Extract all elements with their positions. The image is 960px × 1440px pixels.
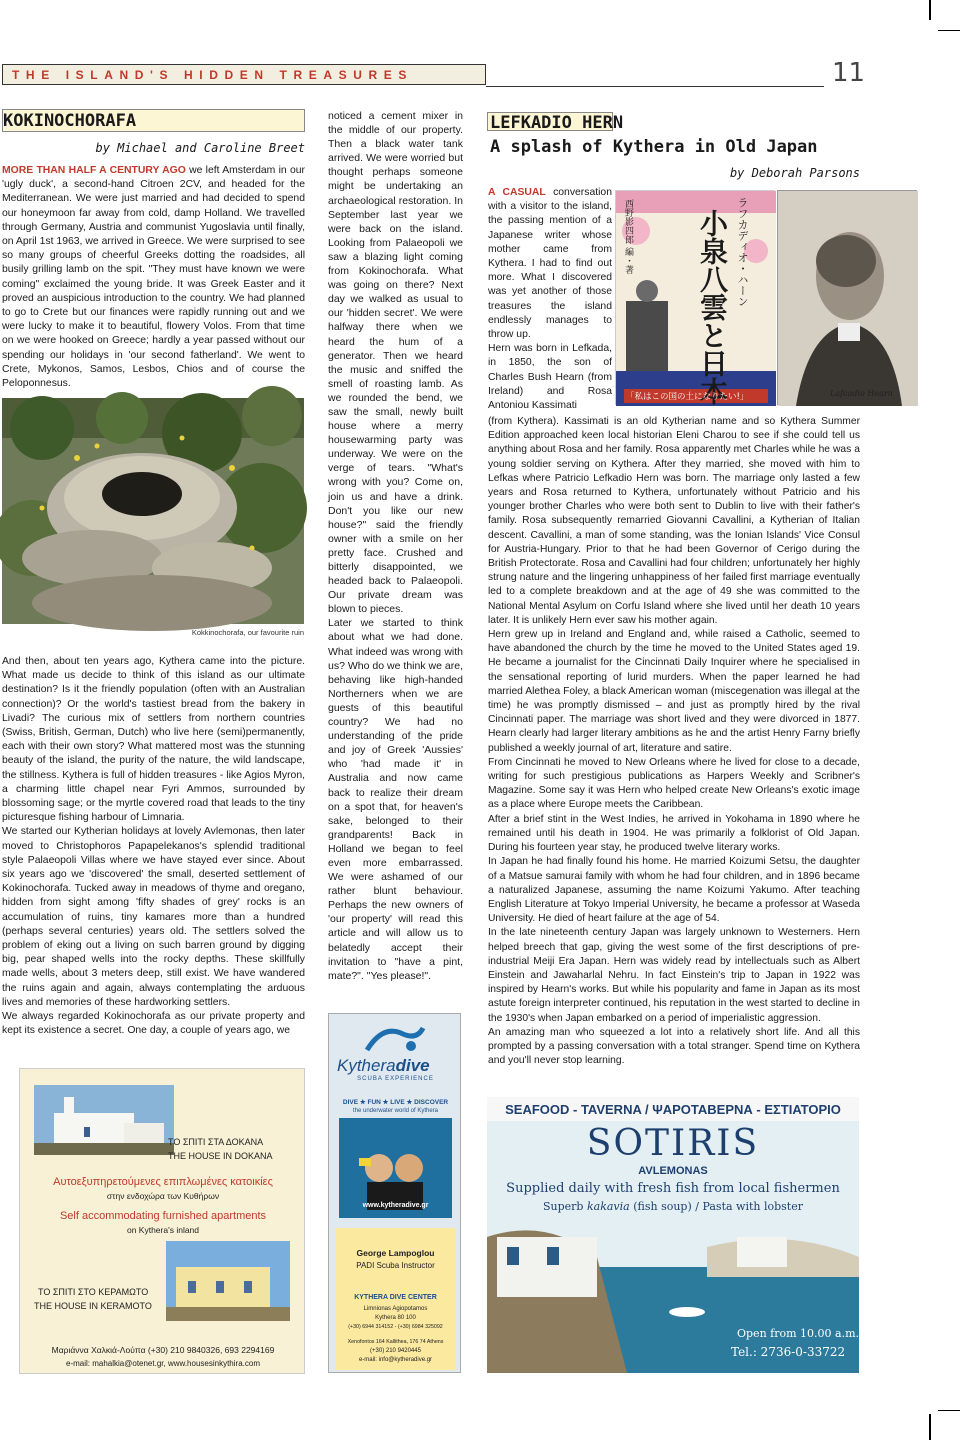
section-header: THE ISLAND'S HIDDEN TREASURES <box>2 64 486 85</box>
house1-greek: ΤΟ ΣΠΙΤΙ ΣΤΑ ΔΟΚΑΝΑ <box>168 1137 264 1147</box>
paragraph: we left Amsterdam in our 'ugly duck', a second-hand Citroen 2CV, and headed for the Mediterranean. We were just married and had decided to spend our honeymoon far away from cold, damp Holland. We travelled through Germany, Austria and communist Yugoslavia until finally, on April 1st 1963, we arrived in Greece. We were surprised to see so many groups of cheerful Greeks dotting the roadsides, all busily grilling lamb on the spit. "They must have known we were coming" exclaimed the young bride. It was Greek Easter and it proved an auspicious introduction to the country. We had planned to go to Crete but our finances were rapidly running out and we were lucky to make it to beautiful, flowery Volos. From that time on we were hooked on Greece; hardly a year passed without our spending our holidays in 'our second fatherland'. We went to Crete, Mykonos, Samos, Lesbos, Chios and of course the Peloponnesus. <box>2 165 305 390</box>
paragraph: An amazing man who squeezed a lot into a relatively short life. And all this prompted by a passing conversation with a total stranger. Spend time on Kythera and you'll never stop learning. <box>488 1026 860 1067</box>
contact-line: Μαριάννα Χαλκιά-Λούπα (+30) 210 9840326, 693 2294169 <box>51 1345 275 1355</box>
paragraph: Later we started to think about what we had done. What indeed was wrong with us? Who do we think we are, behaving like high-handed Northerners when we are guests of this beautiful country? We had no understanding of the pride and joy of Greek 'Aussies' who 'had made it' in Australia and now came back to realize their dream on a spot that, for heaven's sake, belonged to their grandparents! Back in Holland we began to feel even more embarrassed. We were ashamed of our rather blunt behaviour. Perhaps the new owners of 'our property' will read this article and will allow us to belatedly accept their invitation to "have a pint, mate?". "Yes please!". <box>328 617 463 982</box>
tagline-english: Self accommodating furnished apartments <box>59 1210 267 1222</box>
house-keramoto-image <box>166 1241 290 1321</box>
instructor-role: PADI Scuba Instructor <box>356 1261 435 1270</box>
dive-slogan-2: the underwater world of Kythera <box>352 1108 439 1114</box>
paragraph: We always regarded Kokinochorafa as our private property and kept its existence a secret. One day, a couple of years ago, we <box>2 1011 305 1037</box>
paragraph: Hern was born in Lefkada, in 1850, the son of Charles Bush Hearn (from Ireland) and Rosa Antoniou Kassimati <box>488 343 612 412</box>
advert-sotiris-taverna <box>487 1097 859 1373</box>
paragraph: (from Kythera). Kassimati is an old Kytherian name and so Kythera Summer Edition approached keen local historian Eleni Charou to see if she could tell us anything about Rosa and her family. Rosa apparently met Charles while he was a young soldier serving on Kythera. After they married, she moved with him to Lefkas where Patricio Lefkadio Hern was born. The marriage only lasted a few years and Rosa returned to Kythera, unfortunately without Patricio and his younger brother Charles who were both sent to Dublin to live with their father's family. Rosa subsequently remarried Giovanni Cavallini, a Kytherian of Italian descent. Cavallini, a man of some standing, was the Ionian Islands' Vice Consul for Austria-Hungary. Prior to that he had been Governor of Cerigo during the British Protectorate. Rosa and Cavallini had four children; unfortunately her highly strung nature and the lingering unhappiness of her failed first marriage eventually led to a complete breakdown and at the age of 49 she was committed to the National Mental Asylum on Corfu Island where she lived until her death 10 years later. It is unlikely Hern ever saw his mother again. <box>488 416 860 626</box>
article-byline: by Deborah Parsons <box>729 166 860 180</box>
paragraph: From Cincinnati he moved to New Orleans where he lived for close to a decade, writing for such prestigious publications as Harpers Weekly and Scribner's Magazine. Some say it was Hern who helped create New Orleans's exotic image as a place where Europe meets the Caribbean. <box>488 756 860 811</box>
dive-tagline: SCUBA EXPERIENCE <box>357 1076 434 1082</box>
sotiris-line-2: Superb kakavia (fish soup) / Pasta with lobster <box>543 1200 803 1213</box>
crop-mark <box>929 1414 931 1440</box>
dive-center: KYTHERA DIVE CENTER <box>354 1294 437 1301</box>
book-bottom-text: 「私はこの国の土になりたい!」 <box>626 392 749 402</box>
photo-kokinochorafa-well <box>2 398 304 624</box>
paragraph: We started our Kytherian holidays at lovely Avlemonas, then later moved to Christophoros Papapelekanos's splendid traditional style Palaeopoli Villas where we have stayed ever since. About six years ago we 'discovered' the small, deserted settlement of Kokinochorafa. Tucked away in meadows of thyme and oregano, hidden from sight among 'fifty shades of grey' rocks is an accumulation of ruins, tiny kamares more than a hundred (perhaps several centuries) years old. The settlers solved the problem of eking out a living on such barren ground by digging big, pear shaped wells into the rocky depths. These skillfully made wells, about 3 meters deep, still exist. We have wandered the ruins again and again, always contemplating the arduous lives and memories of these hardworking settlers. <box>2 826 305 1008</box>
paragraph: Hern grew up in Ireland and England and, while raised a Catholic, seemed to have abandoned the church by the time he moved to the United States aged 19. He became a journalist for the Cincinnati Daily Inquirer where he specialised in the sensational reporting of lurid murders. When the paper learned he had married Alethea Foley, a black American woman (miscegenation was illegal at the time) he was promptly dismissed – and just as promptly hired by the rival Cincinnati paper. The marriage was short lived and they were divorced in 1877. Hearn clearly had larger literary ambitions as he and the artist Henry Farny briefly published a weekly journal of art, literature and satire. <box>488 629 860 754</box>
house2-english: THE HOUSE IN KERAMOTO <box>34 1301 152 1311</box>
article-body <box>2 655 305 1045</box>
article-subtitle: A splash of Kythera in Old Japan <box>490 137 818 157</box>
photo-caption: Kokkinochorafa, our favourite ruin <box>191 628 304 637</box>
article-body <box>328 109 463 982</box>
dive-logo-icon <box>363 1020 427 1058</box>
dive-brand: Kytheradive <box>337 1056 430 1075</box>
sotiris-hours: Open from 10.00 a.m. <box>737 1327 859 1340</box>
lead-caps: A CASUAL <box>488 187 546 198</box>
paragraph: After a brief stint in the West Indies, he arrived in Yokohama in 1890 where he remained until his death in 1904. He was primarily a folklorist of Old Japan. During his fourteen year stay, he produced twelve literary works. <box>488 813 860 854</box>
paragraph: In Japan he had finally found his home. He married Koizumi Setsu, the daughter of a Matsue samurai family with whom he had four children, and in 1896 became a naturalized Japanese, assuming the name Koizumi Yakumo. After teaching English Literature at Tokyo Imperial University, he became a professor at Waseda University. He died of heart failure at the age of 54. <box>488 856 860 925</box>
dive-url: www.kytheradive.gr <box>362 1202 429 1209</box>
tagline-greek: Αυτοεξυπηρετούμενες επιπλωμένες κατοικίες <box>53 1176 273 1188</box>
dive-slogan: DIVE ★ FUN ★ LIVE ★ DISCOVER <box>342 1099 449 1106</box>
header-rule <box>486 86 824 87</box>
tagline-english-2: on Kythera's inland <box>126 1225 200 1235</box>
sotiris-phone: Tel.: 2736-0-33722 <box>731 1345 846 1359</box>
article-body <box>2 164 305 394</box>
crop-mark <box>938 30 960 31</box>
paragraph: noticed a cement mixer in the middle of our property. Then a black water tank arrived. We were worried but thought perhaps someone might be undertaking an archaeological restoration. In September last year we were back on the island. Looking from Palaeopoli we saw a blazing light coming from Kokinochorafa. What was going on there? Next day we walked as usual to our 'hidden secret'. We were halfway there when we heard the hum of a generator. Then we heard the music and sniffed the smell of roasting lamb. As we rounded the bend, we saw the small, newly built house where a merry housewarming party was underway. We were on the verge of tears. "What's wrong with you? Come on, join us and have a drink. Don't you like our new house?" said the friendly owner with a smile on her pretty face. Crushed and bitterly disappointed, we headed back to Palaeopoli. Our private dream was blown to pieces. <box>328 110 463 616</box>
paragraph: conversation with a visitor to the island, the passing mention of a Japanese writer whose mother came from Kythera. I had to find out more. What I discovered was yet another of those treasures the island endlessly manages to throw up. <box>488 187 612 341</box>
article-byline: by Michael and Caroline Breet <box>95 141 305 155</box>
crop-mark <box>929 0 931 20</box>
page-number: 11 <box>832 58 866 88</box>
house1-english: THE HOUSE IN DOKANA <box>168 1151 273 1161</box>
dive-address-2: Kythera 80 100 <box>375 1315 416 1321</box>
dive-email: e-mail: info@kytheradive.gr <box>358 1357 433 1363</box>
article-title: LEFKADIO HERN <box>487 112 613 131</box>
dive-address-1: Limnionas Agiopotamos <box>363 1306 428 1312</box>
book-author: 西野影四郎 編・著 <box>623 199 633 274</box>
sotiris-place: AVLEMONAS <box>638 1165 708 1177</box>
crop-mark <box>938 1410 960 1411</box>
house-dokana-image <box>34 1085 174 1155</box>
book-vertical-kana: ラフカディオ・ハーン <box>736 197 749 307</box>
sotiris-top-banner: SEAFOOD - TAVERNA / ΨΑΡΟΤΑΒΕΡΝΑ - ΕΣΤΙΑΤΟΡΙΟ <box>505 1102 841 1117</box>
article-body <box>488 186 612 416</box>
paragraph: And then, about ten years ago, Kythera came into the picture. What made us decide to think of this island as our ultimate destination? Is it the friendly population (often with an Australian connection)? Or the world's tastiest bread from the bakery in Livadi? The curious mix of settlers from northern countries (Swiss, British, German, Dutch) who live here (semi)permanently, each with their own story? What mattered most was the stunning beauty of the island, the purity of the nature, the wild landscape, the stillness. Kythera is full of hidden treasures - like Agios Myron, a charming little chapel near Fyri Ammos, surrounded by blossoming sage; or the myrtle covered road that leads to the tiny picturesque fishing harbour of Limnaria. <box>2 656 305 824</box>
dive-phone-1: (+30) 6944 314152 - (+30) 6984 325092 <box>348 1324 443 1330</box>
dive-address-3: Xenofontos 164 Kallithea, 176 74 Athens <box>347 1339 444 1345</box>
article-body <box>488 415 860 1090</box>
portrait-signature: Lafcadio Hearn <box>830 389 893 398</box>
dive-phone-2: (+30) 210 9420445 <box>370 1348 421 1354</box>
book-title: 小泉八雲と日本 <box>696 209 729 405</box>
paragraph: In the late nineteenth century Japan was largely unknown to Westerners. Hern helped breech that gap, giving the west some of the first descriptions of pre-industrial Meiji Era Japan. Hern was widely read by intellectuals such as Albert Einstein and Jawaharlal Nehru. In fact Einstein's trip to Japan in 1922 was inspired by Hearn's works. But while his popularity and fame in Japan as its most astute foreign interpreter continued, his reputation in the west started to decline in the 1930's when Japan embarked on a period of imperialistic aggression. <box>488 927 860 1024</box>
instructor-name: George Lampoglou <box>356 1248 435 1258</box>
lead-caps: MORE THAN HALF A CENTURY AGO <box>2 165 186 176</box>
advert-kythera-dive <box>328 1013 461 1373</box>
portrait-lafcadio-hearn <box>777 190 917 405</box>
house2-greek: ΤΟ ΣΠΙΤΙ ΣΤΟ ΚΕΡΑΜΩΤΟ <box>38 1287 149 1297</box>
tagline-greek-2: στην ενδοχώρα των Κυθήρων <box>106 1191 220 1201</box>
book-cover-image <box>615 190 775 405</box>
article-title: KOKINOCHORAFA <box>2 109 305 132</box>
advert-houses-in-kythira <box>19 1068 305 1374</box>
sotiris-name: SOTIRIS <box>586 1123 760 1164</box>
contact-email: e-mail: mahalkia@otenet.gr, www.housesinkythira.com <box>66 1359 260 1368</box>
sotiris-line-1: Supplied daily with fresh fish from local fishermen <box>506 1181 840 1196</box>
